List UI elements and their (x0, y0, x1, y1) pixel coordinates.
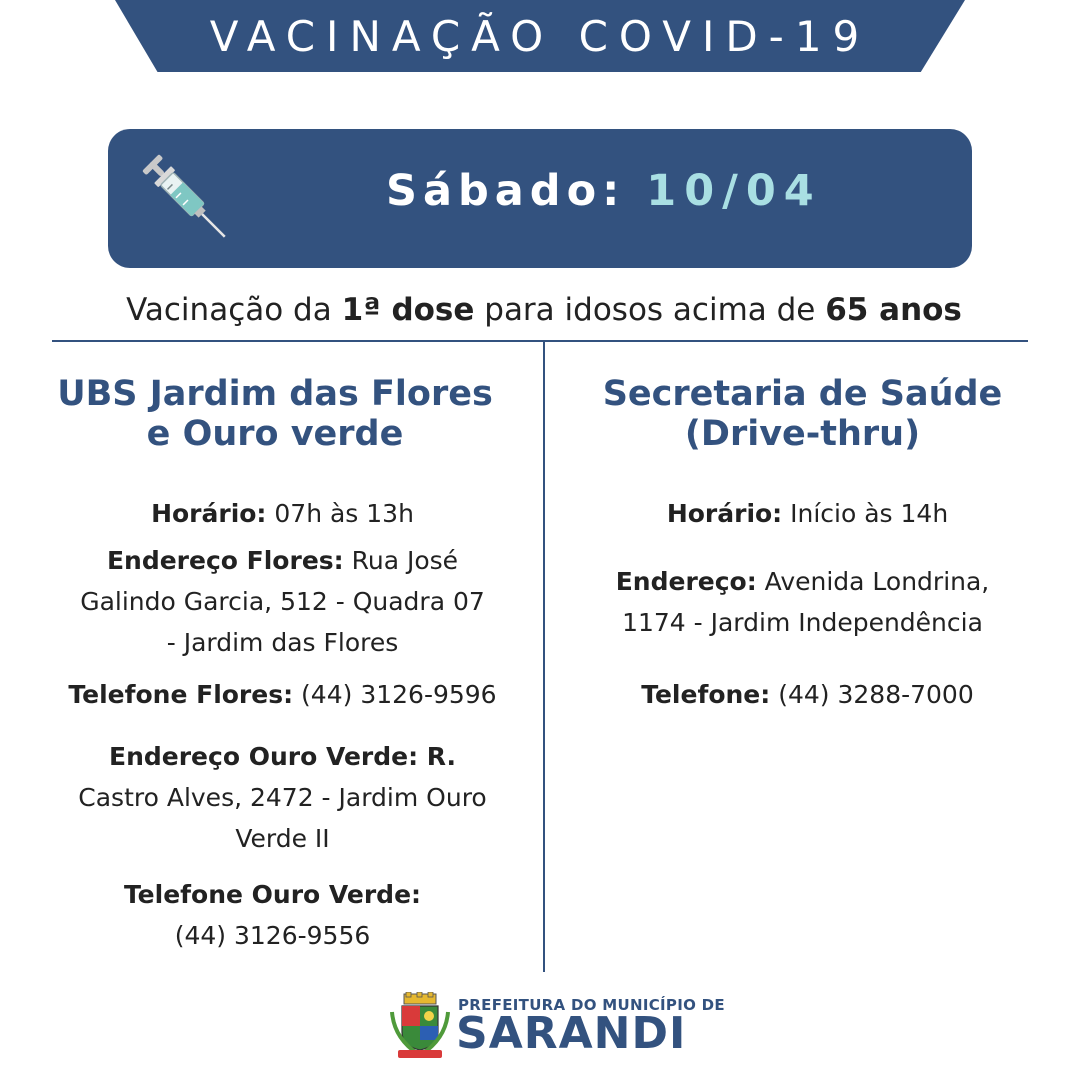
ouro-phone-value: (44) 3126-9556 (174, 921, 371, 950)
right-hours-label: Horário: (666, 499, 783, 528)
subtitle-prefix: Vacinação da (126, 292, 342, 328)
coat-of-arms-icon (388, 992, 452, 1060)
flores-address-label: Endereço Flores: (106, 546, 344, 575)
left-hours (30, 493, 535, 534)
flores-phone-label: Telefone Flores: (68, 680, 294, 709)
right-hours (555, 493, 1060, 534)
logo-org-line: PREFEITURA DO MUNICÍPIO DE (458, 996, 725, 1014)
subtitle-dose: 1ª dose (341, 292, 475, 328)
horizontal-divider (52, 340, 1028, 342)
right-address-l1: Avenida Londrina, (756, 567, 990, 596)
right-phone-value: (44) 3288-7000 (770, 680, 974, 709)
hours-value: 07h às 13h (266, 499, 414, 528)
syringe-icon (132, 144, 244, 256)
flores-address (30, 540, 535, 663)
subtitle-middle: para idosos acima de (474, 292, 826, 328)
flores-phone-value: (44) 3126-9596 (293, 680, 497, 709)
vertical-divider (543, 342, 545, 972)
ouro-phone-label: Telefone Ouro Verde: (123, 880, 422, 909)
ouro-phone (20, 874, 525, 956)
ouro-address (30, 736, 535, 859)
logo-city: SARANDI (456, 1008, 687, 1059)
left-column-title (30, 374, 520, 454)
right-address (550, 561, 1055, 643)
flores-phone (30, 674, 535, 715)
right-phone-label: Telefone: (641, 680, 771, 709)
right-phone (555, 674, 1060, 715)
subtitle (0, 292, 1080, 328)
day-label: Sábado: (386, 166, 626, 216)
right-address-l2: 1174 - Jardim Independência (622, 608, 983, 637)
flores-address-l2: Galindo Garcia, 512 - Quadra 07 (80, 587, 485, 616)
right-hours-value: Início às 14h (782, 499, 949, 528)
page-title: VACINAÇÃO COVID-19 (209, 11, 871, 61)
left-title-line1: UBS Jardim das Flores (57, 374, 493, 414)
ouro-address-l3: Verde II (235, 824, 330, 853)
ouro-address-label: Endereço Ouro Verde: R. (109, 742, 456, 771)
right-title-line1: Secretaria de Saúde (602, 374, 1003, 414)
date-heading (386, 166, 822, 230)
right-column-title (550, 374, 1055, 454)
right-address-label: Endereço: (615, 567, 757, 596)
ouro-address-l2: Castro Alves, 2472 - Jardim Ouro (78, 783, 487, 812)
sarandi-logo (388, 990, 725, 1062)
subtitle-age: 65 anos (825, 292, 962, 328)
hours-label: Horário: (151, 499, 267, 528)
right-title-line2: (Drive-thru) (684, 414, 921, 454)
left-title-line2: e Ouro verde (146, 414, 404, 454)
flores-address-l3: - Jardim das Flores (166, 628, 399, 657)
date-value: 10/04 (646, 166, 822, 216)
flores-address-l1: Rua José (343, 546, 459, 575)
